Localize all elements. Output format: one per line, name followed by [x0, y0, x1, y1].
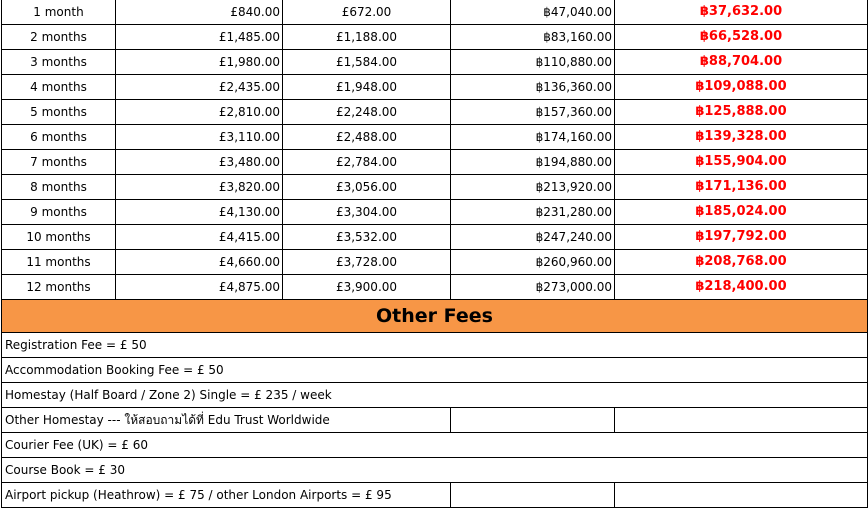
gbp-full-cell: £3,820.00 [116, 175, 283, 200]
gbp-discount-cell: £2,248.00 [283, 100, 451, 125]
price-row [2, 225, 868, 250]
gbp-discount-cell: £1,948.00 [283, 75, 451, 100]
thb-discount-cell: ฿66,528.00 [615, 25, 868, 50]
price-row [2, 75, 868, 100]
price-table [1, 0, 868, 508]
fee-other-homestay: Other Homestay --- ให้สอบถามได้ที่ Edu Trust Worldwide [2, 408, 451, 433]
gbp-full-cell: £3,110.00 [116, 125, 283, 150]
price-row [2, 0, 868, 25]
other-fees-title: Other Fees [2, 300, 868, 333]
duration-cell: 7 months [2, 150, 116, 175]
thb-discount-cell: ฿197,792.00 [615, 225, 868, 250]
thb-full-cell: ฿110,880.00 [451, 50, 615, 75]
duration-cell: 5 months [2, 100, 116, 125]
gbp-full-cell: £840.00 [116, 0, 283, 25]
thb-discount-cell: ฿208,768.00 [615, 250, 868, 275]
gbp-discount-cell: £2,784.00 [283, 150, 451, 175]
gbp-full-cell: £2,435.00 [116, 75, 283, 100]
gbp-discount-cell: £1,584.00 [283, 50, 451, 75]
thb-discount-cell: ฿88,704.00 [615, 50, 868, 75]
thb-discount-cell: ฿171,136.00 [615, 175, 868, 200]
other-fees-section [2, 300, 868, 508]
thb-full-cell: ฿213,920.00 [451, 175, 615, 200]
price-row [2, 100, 868, 125]
duration-cell: 1 month [2, 0, 116, 25]
gbp-full-cell: £4,130.00 [116, 200, 283, 225]
fee-registration: Registration Fee = £ 50 [2, 333, 868, 358]
duration-cell: 9 months [2, 200, 116, 225]
price-row [2, 25, 868, 50]
price-row [2, 125, 868, 150]
thb-discount-cell: ฿185,024.00 [615, 200, 868, 225]
thb-discount-cell: ฿109,088.00 [615, 75, 868, 100]
fee-empty-cell [615, 483, 868, 508]
duration-cell: 6 months [2, 125, 116, 150]
thb-full-cell: ฿174,160.00 [451, 125, 615, 150]
thb-full-cell: ฿231,280.00 [451, 200, 615, 225]
thb-full-cell: ฿157,360.00 [451, 100, 615, 125]
price-row [2, 275, 868, 300]
gbp-full-cell: £4,875.00 [116, 275, 283, 300]
thb-full-cell: ฿47,040.00 [451, 0, 615, 25]
gbp-full-cell: £4,660.00 [116, 250, 283, 275]
fee-airport-pickup: Airport pickup (Heathrow) = £ 75 / other London Airports = £ 95 [2, 483, 451, 508]
fee-homestay-single: Homestay (Half Board / Zone 2) Single = £ 235 / week [2, 383, 868, 408]
gbp-full-cell: £4,415.00 [116, 225, 283, 250]
thb-discount-cell: ฿37,632.00 [615, 0, 868, 25]
fee-accommodation-booking: Accommodation Booking Fee = £ 50 [2, 358, 868, 383]
thb-discount-cell: ฿155,904.00 [615, 150, 868, 175]
gbp-discount-cell: £3,532.00 [283, 225, 451, 250]
duration-cell: 11 months [2, 250, 116, 275]
gbp-discount-cell: £3,304.00 [283, 200, 451, 225]
fee-empty-cell [615, 408, 868, 433]
thb-discount-cell: ฿218,400.00 [615, 275, 868, 300]
gbp-full-cell: £2,810.00 [116, 100, 283, 125]
duration-cell: 8 months [2, 175, 116, 200]
duration-cell: 10 months [2, 225, 116, 250]
thb-full-cell: ฿136,360.00 [451, 75, 615, 100]
price-row [2, 250, 868, 275]
gbp-discount-cell: £1,188.00 [283, 25, 451, 50]
duration-cell: 12 months [2, 275, 116, 300]
gbp-full-cell: £1,980.00 [116, 50, 283, 75]
fee-empty-cell [451, 483, 615, 508]
thb-full-cell: ฿194,880.00 [451, 150, 615, 175]
price-table-body [2, 0, 868, 300]
gbp-full-cell: £1,485.00 [116, 25, 283, 50]
price-row [2, 200, 868, 225]
fee-course-book: Course Book = £ 30 [2, 458, 868, 483]
thb-full-cell: ฿83,160.00 [451, 25, 615, 50]
thb-full-cell: ฿247,240.00 [451, 225, 615, 250]
thb-discount-cell: ฿125,888.00 [615, 100, 868, 125]
duration-cell: 2 months [2, 25, 116, 50]
price-row [2, 150, 868, 175]
thb-full-cell: ฿273,000.00 [451, 275, 615, 300]
thb-full-cell: ฿260,960.00 [451, 250, 615, 275]
fee-courier: Courier Fee (UK) = £ 60 [2, 433, 868, 458]
gbp-discount-cell: £3,056.00 [283, 175, 451, 200]
thb-discount-cell: ฿139,328.00 [615, 125, 868, 150]
price-row [2, 50, 868, 75]
gbp-full-cell: £3,480.00 [116, 150, 283, 175]
duration-cell: 4 months [2, 75, 116, 100]
gbp-discount-cell: £672.00 [283, 0, 451, 25]
price-row [2, 175, 868, 200]
gbp-discount-cell: £2,488.00 [283, 125, 451, 150]
gbp-discount-cell: £3,900.00 [283, 275, 451, 300]
gbp-discount-cell: £3,728.00 [283, 250, 451, 275]
fee-empty-cell [451, 408, 615, 433]
duration-cell: 3 months [2, 50, 116, 75]
